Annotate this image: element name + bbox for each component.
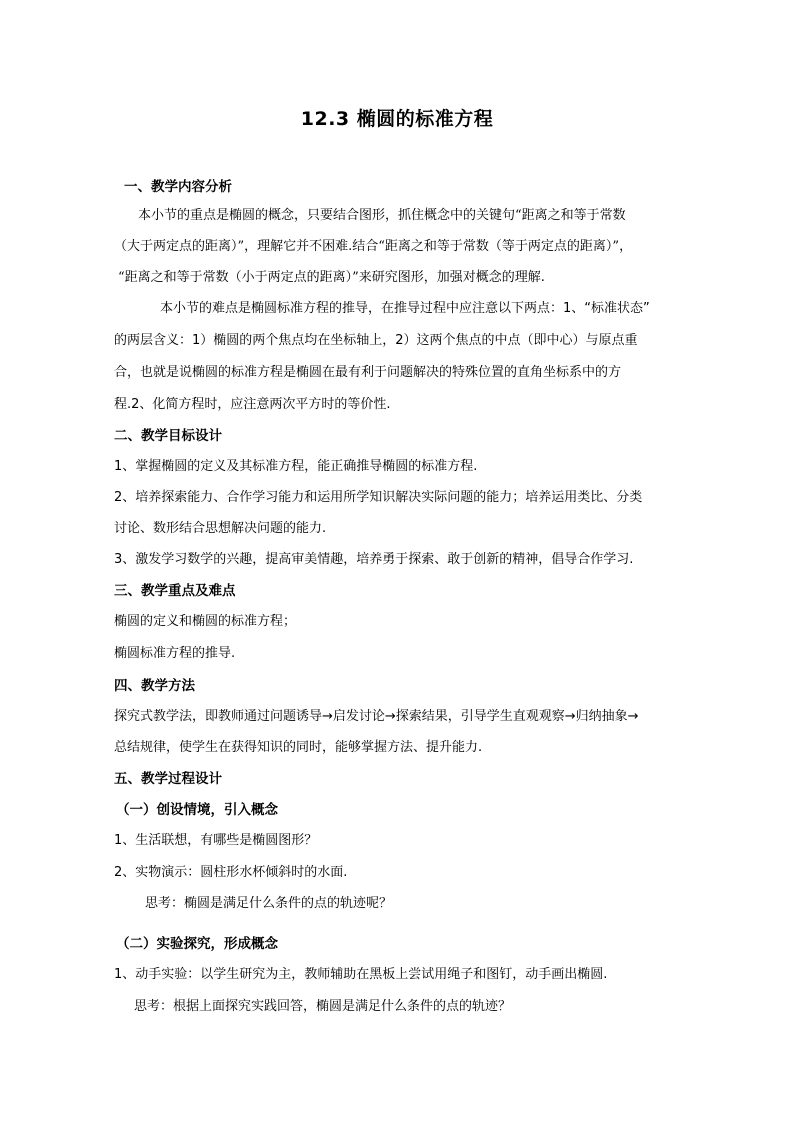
section-heading-objectives: 二、教学目标设计 (114, 428, 222, 444)
list-item: 1、掌握椭圆的定义及其标准方程，能正确推导椭圆的标准方程. (114, 459, 478, 474)
page-title: 12.3 椭圆的标准方程 (300, 108, 494, 130)
section-heading-key-points: 三、教学重点及难点 (114, 583, 236, 599)
text-line: 椭圆标准方程的推导. (114, 646, 236, 661)
paragraph-line: 本小节的难点是椭圆标准方程的推导，在推导过程中应注意以下两点：1、“标准状态” (160, 301, 650, 316)
paragraph-line: “距离之和等于常数（小于两定点的距离）”来研究图形，加强对概念的理解. (118, 270, 545, 285)
list-item: 3、激发学习数学的兴趣，提高审美情趣，培养勇于探索、敢于创新的精神，倡导合作学习. (114, 552, 634, 567)
text-line: 探究式教学法，即教师通过问题诱导→启发讨论→探索结果，引导学生直观观察→归纳抽象→ (114, 709, 639, 724)
list-item: 2、培养探索能力、合作学习能力和运用所学知识解决实际问题的能力；培养运用类比、分类 (114, 490, 643, 505)
subsection-heading: （二）实验探究，形成概念 (116, 936, 278, 952)
section-heading-methods: 四、教学方法 (114, 678, 195, 694)
section-heading-process: 五、教学过程设计 (114, 771, 222, 787)
section-heading-content-analysis: 一、教学内容分析 (124, 179, 232, 195)
paragraph-line: 本小节的重点是椭圆的概念，只要结合图形，抓住概念中的关键句“距离之和等于常数 (138, 208, 626, 223)
list-item: 2、实物演示：圆柱形水杯倾斜时的水面. (114, 865, 348, 880)
think-prompt: 思考：根据上面探究实践回答，椭圆是满足什么条件的点的轨迹？ (134, 999, 512, 1014)
paragraph-line: （大于两定点的距离）”，理解它并不困难.结合“距离之和等于常数（等于两定点的距离）”， (114, 239, 633, 254)
paragraph-line: 合，也就是说椭圆的标准方程是椭圆在最有利于问题解决的特殊位置的直角坐标系中的方 (114, 365, 622, 380)
think-prompt: 思考：椭圆是满足什么条件的点的轨迹呢？ (145, 896, 393, 911)
list-item: 1、动手实验：以学生研究为主，教师辅助在黑板上尝试用绳子和图钉，动手画出椭圆. (114, 967, 608, 982)
text-line: 椭圆的定义和椭圆的标准方程； (114, 614, 297, 629)
subsection-heading: （一）创设情境，引入概念 (116, 802, 278, 818)
text-line: 总结规律，使学生在获得知识的同时，能够掌握方法、提升能力. (114, 740, 483, 755)
paragraph-line: 程.2、化简方程时，应注意两次平方时的等价性. (114, 397, 391, 412)
list-item: 1、生活联想，有哪些是椭圆图形？ (114, 833, 318, 848)
paragraph-line: 的两层含义：1）椭圆的两个焦点均在坐标轴上，2）这两个焦点的中点（即中心）与原点重 (114, 333, 638, 348)
list-item-continuation: 讨论、数形结合思想解决问题的能力. (114, 521, 327, 536)
